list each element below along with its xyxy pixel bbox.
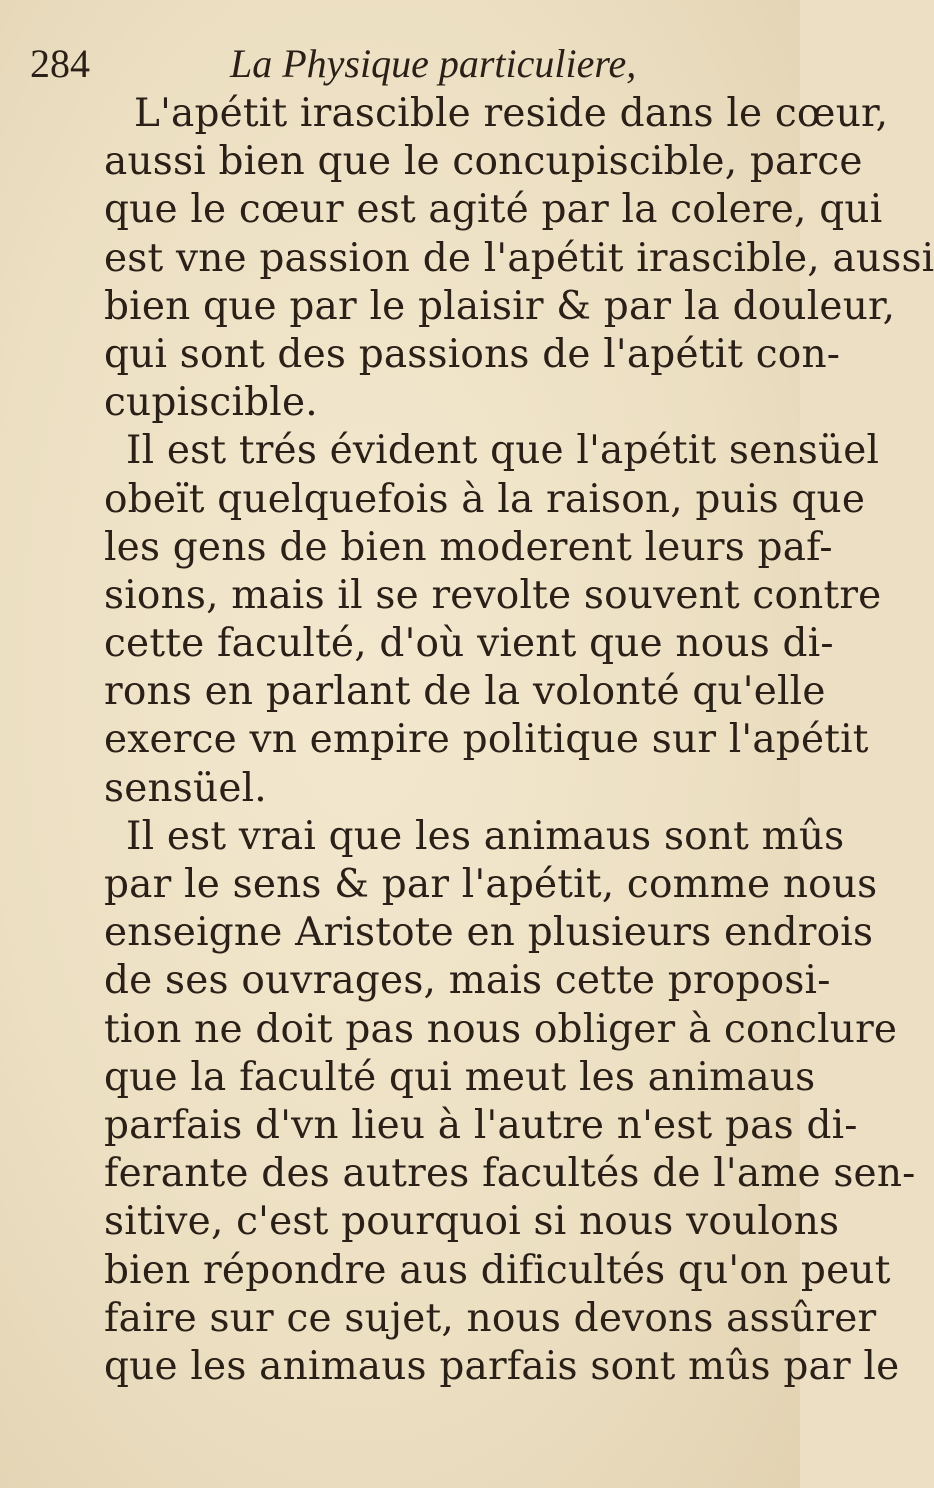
text-line: parfais d'vn lieu à l'autre n'est pas di- [104, 1102, 858, 1148]
text-line: tion ne doit pas nous obliger à conclure [104, 1006, 898, 1052]
text-line: qui sont des passions de l'apétit con- [104, 331, 841, 377]
text-line: L'apétit irascible reside dans le cœur, [134, 91, 889, 136]
text-line: par le sens & par l'apétit, comme nous [104, 862, 878, 907]
text-line: enseigne Aristote en plusieurs endrois [104, 910, 874, 956]
text-line: est vne passion de l'apétit irascible, aussi [104, 235, 934, 281]
page-header [30, 38, 760, 90]
text-line: sensüel. [104, 765, 267, 811]
text-line: que les animaus parfais sont mûs par le [104, 1343, 900, 1389]
text-line: rons en parlant de la volonté qu'elle [104, 669, 826, 715]
text-line: bien que par le plaisir & par la douleur, [104, 283, 896, 329]
text-line: faire sur ce sujet, nous devons assûrer [104, 1295, 877, 1341]
text-line: Il est trés évident que l'apétit sensüel [126, 428, 880, 474]
text-line: sions, mais il se revolte souvent contre [104, 572, 882, 618]
text-line: obeït quelquefois à la raison, puis que [104, 476, 866, 522]
text-line: cette faculté, d'où vient que nous di- [104, 621, 834, 667]
text-line: aussi bien que le concupiscible, parce [104, 139, 863, 185]
text-line: les gens de bien moderent leurs paf- [104, 524, 833, 570]
text-line: exerce vn empire politique sur l'apétit [104, 717, 869, 763]
text-line: Il est vrai que les animaus sont mûs [126, 813, 845, 859]
page-number: 284 [30, 41, 90, 86]
text-line: que le cœur est agité par la colere, qui [104, 187, 883, 233]
text-line: ferante des autres facultés de l'ame sen- [104, 1151, 916, 1197]
text-line: sitive, c'est pourquoi si nous voulons [104, 1199, 840, 1245]
text-line: cupiscible. [104, 380, 318, 426]
text-line: de ses ouvrages, mais cette proposi- [104, 958, 831, 1004]
running-title: La Physique particuliere, [230, 41, 637, 86]
text-line: bien répondre aus dificultés qu'on peut [104, 1247, 891, 1293]
text-line: que la faculté qui meut les animaus [104, 1054, 816, 1100]
body-text [104, 90, 934, 1391]
